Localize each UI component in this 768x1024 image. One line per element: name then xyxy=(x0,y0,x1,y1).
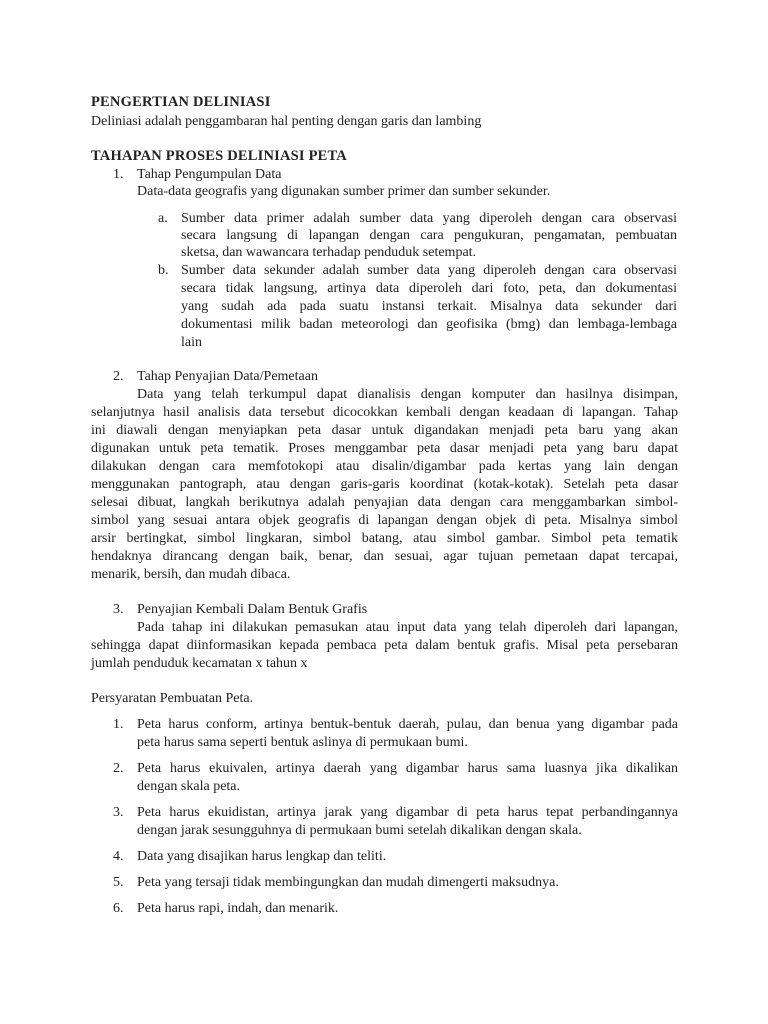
step3-number: 3. xyxy=(113,602,124,617)
heading-tahapan-proses: TAHAPAN PROSES DELINIASI PETA xyxy=(91,148,347,164)
heading-persyaratan: Persyaratan Pembuatan Peta. xyxy=(91,691,254,706)
step1-item-b-line: Sumber data sekunder adalah sumber data yang diperoleh dengan cara observasi xyxy=(181,263,677,278)
req-line: Peta harus ekuivalen, artinya daerah yang digambar harus sama luasnya jika dikalikan xyxy=(137,761,678,776)
step1-item-a-letter: a. xyxy=(158,211,168,226)
req-number: 4. xyxy=(113,849,124,864)
req-line: Peta harus rapi, indah, dan menarik. xyxy=(137,901,339,916)
req-line: Peta harus ekuidistan, artinya jarak yang digambar di peta harus tepat perbandingannya xyxy=(137,805,678,820)
step3-paragraph-line: jumlah penduduk kecamatan x tahun x xyxy=(91,656,308,671)
step1-item-b-letter: b. xyxy=(158,263,169,278)
step2-paragraph-line: simbol yang sesuai antara objek geografis di lapangan dengan objek di peta. Misalnya simbol xyxy=(91,513,678,528)
step2-paragraph-line: Data yang telah terkumpul dapat dianalisis dengan komputer dan hasilnya disimpan, xyxy=(137,387,678,402)
step2-paragraph-line: menarik, bersih, dan mudah dibaca. xyxy=(91,567,291,582)
step1-item-b-line: secara tidak langsung, artinya data diperoleh dari foto, peta, dan dokumentasi xyxy=(181,281,677,296)
step2-paragraph-line: ini diawali dengan menyiapkan peta dasar untuk digandakan menjadi peta baru yang akan xyxy=(91,423,678,438)
req-line: dengan skala peta. xyxy=(137,779,241,794)
step2-paragraph-line: digunakan untuk peta tematik. Proses menggambar peta dasar menjadi peta yang baru dapat xyxy=(91,441,678,456)
step1-item-b-line: lain xyxy=(181,335,202,350)
req-number: 6. xyxy=(113,901,124,916)
step2-paragraph-line: arsir bertingkat, simbol lingkaran, simbol batang, atau simbol gambar. Simbol peta tematik xyxy=(91,531,678,546)
step2-paragraph-line: selanjutnya hasil analisis data tersebut dicocokkan kembali dengan keadaan di lapangan. Tahap xyxy=(91,405,678,420)
step3-paragraph-line: Pada tahap ini dilakukan pemasukan atau input data yang telah diperoleh dari lapangan, xyxy=(137,620,678,635)
step1-number: 1. xyxy=(113,167,124,182)
heading-pengertian-deliniasi: PENGERTIAN DELINIASI xyxy=(91,94,271,110)
req-line: Peta harus conform, artinya bentuk-bentuk daerah, pulau, dan benua yang digambar pada xyxy=(137,717,678,732)
step1-item-a-line: sketsa, dan wawancara terhadap penduduk setempat. xyxy=(181,245,477,260)
req-number: 1. xyxy=(113,717,124,732)
req-line: peta harus sama seperti bentuk aslinya di permukaan bumi. xyxy=(137,735,468,750)
req-line: dengan jarak sesungguhnya di permukaan bumi setelah dikalikan dengan skala. xyxy=(137,823,582,838)
req-line: Peta yang tersaji tidak membingungkan dan mudah dimengerti maksudnya. xyxy=(137,875,559,890)
step3-paragraph-line: sehingga dapat diinformasikan kepada pembaca peta dalam bentuk grafis. Misal peta persebaran xyxy=(91,638,678,653)
definition-text: Deliniasi adalah penggambaran hal penting dengan garis dan lambing xyxy=(91,114,482,129)
step1-item-a-line: secara langsung di lapangan dengan cara pengukuran, pengamatan, pembuatan xyxy=(181,228,677,243)
step1-item-a-line: Sumber data primer adalah sumber data yang diperoleh dengan cara observasi xyxy=(181,211,677,226)
req-number: 5. xyxy=(113,875,124,890)
step2-paragraph-line: menggunakan pantograph, atau dengan garis-garis koordinat (kotak-kotak). Setelah peta dasar xyxy=(91,477,678,492)
step2-paragraph-line: selesai dibuat, langkah berikutnya adalah penyajian data dengan cara menggambarkan simbol- xyxy=(91,495,678,510)
step2-paragraph-line: dilakukan dengan cara memfotokopi atau disalin/digambar pada kertas yang lain dengan xyxy=(91,459,678,474)
step1-title: Tahap Pengumpulan Data xyxy=(137,167,282,182)
step1-item-b-line: dokumentasi milik badan meteorologi dan geofisika (bmg) dan lembaga-lembaga xyxy=(181,317,677,332)
step1-item-b-line: yang sudah ada pada suatu instansi terkait. Misalnya data sekunder dari xyxy=(181,299,677,314)
step3-title: Penyajian Kembali Dalam Bentuk Grafis xyxy=(137,602,368,617)
step2-number: 2. xyxy=(113,369,124,384)
step2-title: Tahap Penyajian Data/Pemetaan xyxy=(137,369,318,384)
req-number: 3. xyxy=(113,805,124,820)
step1-text: Data-data geografis yang digunakan sumber primer dan sumber sekunder. xyxy=(137,184,551,199)
req-line: Data yang disajikan harus lengkap dan teliti. xyxy=(137,849,387,864)
step2-paragraph-line: hendaknya dirancang dengan baik, benar, dan sesuai, agar tujuan pemetaan dapat tercapai, xyxy=(91,549,678,564)
req-number: 2. xyxy=(113,761,124,776)
